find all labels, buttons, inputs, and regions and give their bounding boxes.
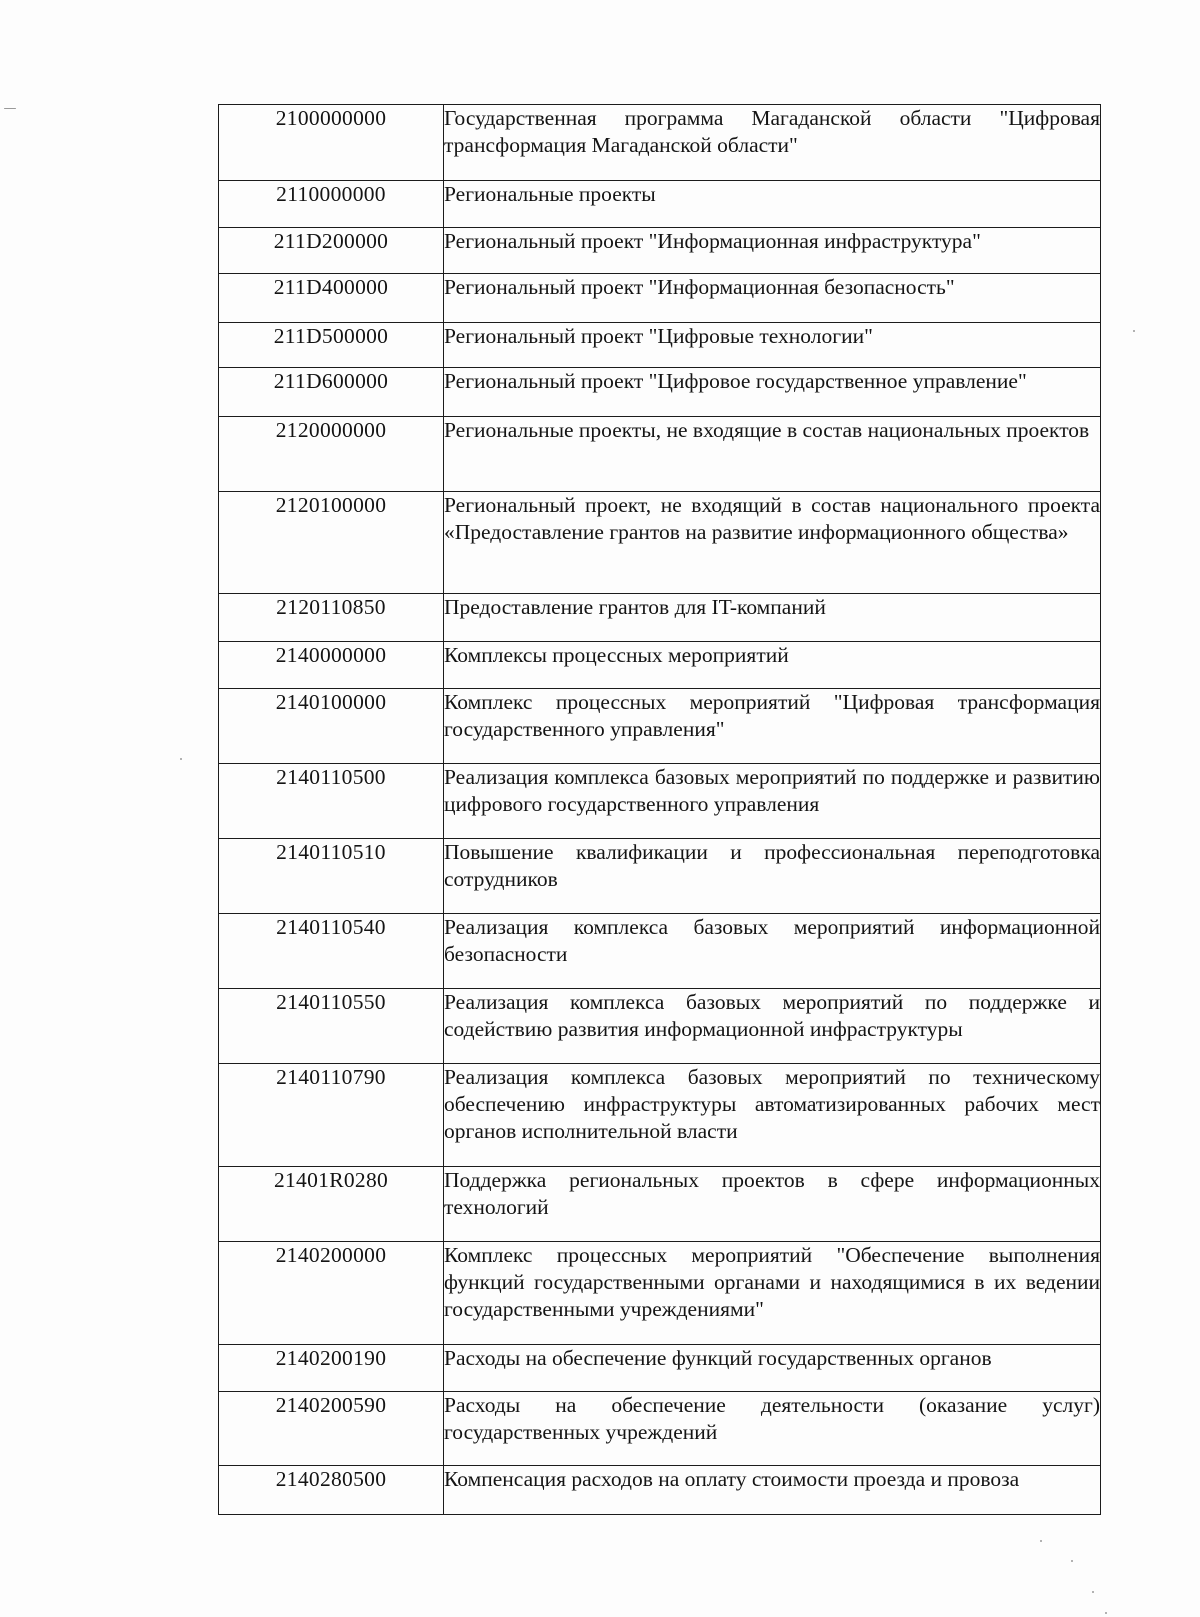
table-row — [219, 839, 1101, 914]
row-name: Реализация комплекса базовых мероприятий по техническому обеспечению инфраструктуры автоматизированных рабочих мест органов исполнительной власти — [444, 1064, 1101, 1167]
table-row — [219, 914, 1101, 989]
table-row — [219, 594, 1101, 642]
table-row — [219, 1064, 1101, 1167]
row-name: Региональный проект "Цифровое государственное управление" — [444, 368, 1101, 417]
row-code: 2140110790 — [219, 1064, 444, 1167]
row-code: 211D200000 — [219, 228, 444, 274]
row-name: Региональный проект "Цифровые технологии" — [444, 323, 1101, 368]
row-code: 2140110540 — [219, 914, 444, 989]
row-name: Реализация комплекса базовых мероприятий информационной безопасности — [444, 914, 1101, 989]
row-name: Компенсация расходов на оплату стоимости проезда и провоза — [444, 1466, 1101, 1515]
row-code: 21401R0280 — [219, 1167, 444, 1242]
row-name: Комплекс процессных мероприятий "Цифровая трансформация государственного управления" — [444, 689, 1101, 764]
table-row — [219, 689, 1101, 764]
row-name: Реализация комплекса базовых мероприятий по поддержке и развитию цифрового государственного управления — [444, 764, 1101, 839]
row-name: Поддержка региональных проектов в сфере информационных технологий — [444, 1167, 1101, 1242]
table-row — [219, 274, 1101, 323]
row-name: Повышение квалификации и профессиональная переподготовка сотрудников — [444, 839, 1101, 914]
table-row — [219, 1167, 1101, 1242]
row-name: Государственная программа Магаданской области "Цифровая трансформация Магаданской области" — [444, 105, 1101, 181]
row-name: Комплекс процессных мероприятий "Обеспечение выполнения функций государственными органами и находящимися в их ведении государственными учреждениями" — [444, 1242, 1101, 1345]
table-row — [219, 228, 1101, 274]
table-row — [219, 181, 1101, 228]
row-code: 2140110510 — [219, 839, 444, 914]
table-row — [219, 1345, 1101, 1392]
row-code: 211D600000 — [219, 368, 444, 417]
row-name: Региональный проект "Информационная инфраструктура" — [444, 228, 1101, 274]
table-row — [219, 323, 1101, 368]
row-code: 2140110500 — [219, 764, 444, 839]
row-name: Расходы на обеспечение деятельности (оказание услуг) государственных учреждений — [444, 1392, 1101, 1466]
row-code: 211D500000 — [219, 323, 444, 368]
row-code: 2140100000 — [219, 689, 444, 764]
table-row — [219, 764, 1101, 839]
row-code: 2100000000 — [219, 105, 444, 181]
row-name: Предоставление грантов для IT-компаний — [444, 594, 1101, 642]
table-row — [219, 492, 1101, 594]
budget-codes-table — [218, 104, 1101, 1515]
row-code: 2120100000 — [219, 492, 444, 594]
row-code: 2110000000 — [219, 181, 444, 228]
row-code: 2140280500 — [219, 1466, 444, 1515]
row-code: 2140200190 — [219, 1345, 444, 1392]
row-name: Региональные проекты — [444, 181, 1101, 228]
row-code: 2140200000 — [219, 1242, 444, 1345]
row-name: Региональный проект, не входящий в состав национального проекта «Предоставление грантов на развитие информационного общества» — [444, 492, 1101, 594]
row-name: Реализация комплекса базовых мероприятий по поддержке и содействию развития информационной инфраструктуры — [444, 989, 1101, 1064]
table-row — [219, 105, 1101, 181]
table-row — [219, 642, 1101, 689]
table-row — [219, 417, 1101, 492]
row-name: Расходы на обеспечение функций государственных органов — [444, 1345, 1101, 1392]
row-name: Региональные проекты, не входящие в состав национальных проектов — [444, 417, 1101, 492]
table-row — [219, 1242, 1101, 1345]
row-name: Комплексы процессных мероприятий — [444, 642, 1101, 689]
row-code: 2120110850 — [219, 594, 444, 642]
row-name: Региональный проект "Информационная безопасность" — [444, 274, 1101, 323]
row-code: 2140000000 — [219, 642, 444, 689]
row-code: 2140110550 — [219, 989, 444, 1064]
table-row — [219, 368, 1101, 417]
table-row — [219, 989, 1101, 1064]
row-code: 211D400000 — [219, 274, 444, 323]
table-row — [219, 1466, 1101, 1515]
table-row — [219, 1392, 1101, 1466]
row-code: 2120000000 — [219, 417, 444, 492]
row-code: 2140200590 — [219, 1392, 444, 1466]
